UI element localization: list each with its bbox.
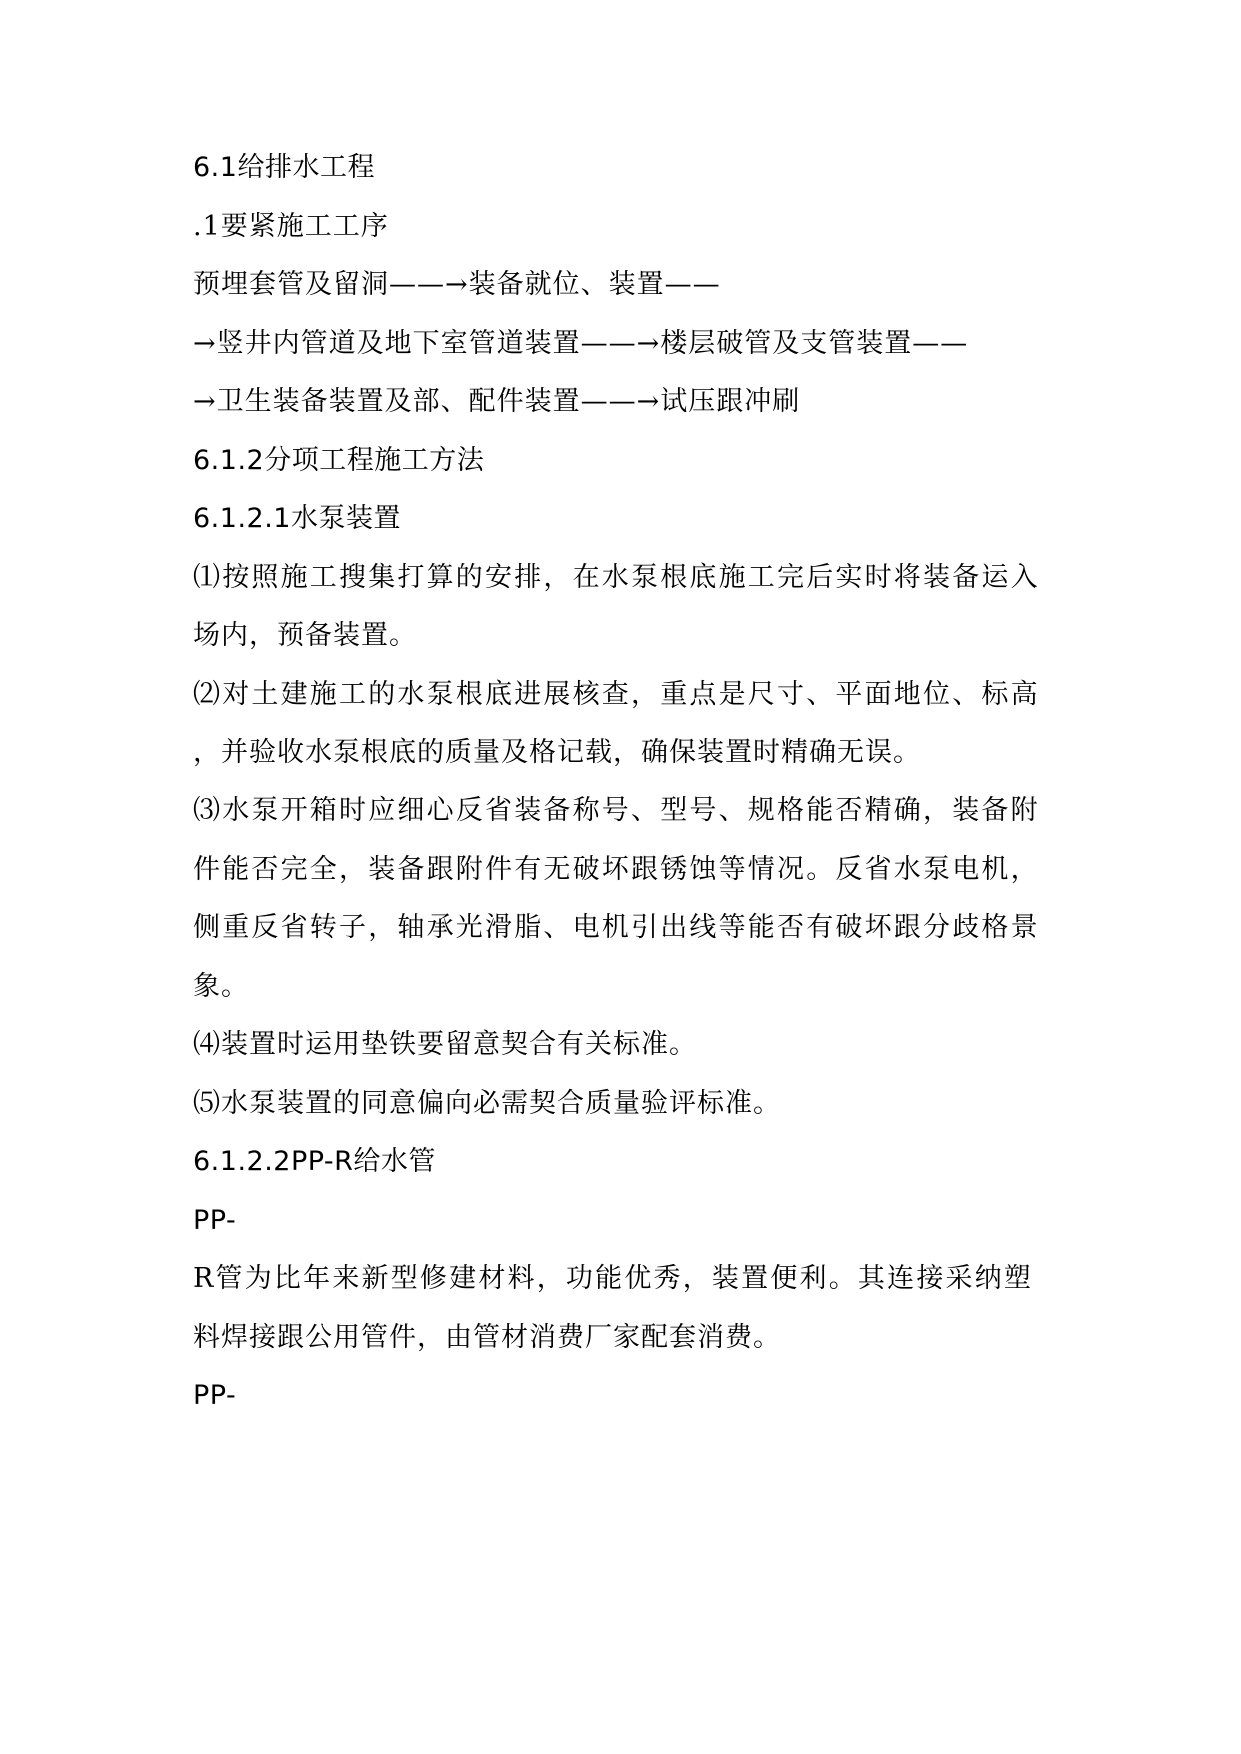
paragraph-line: 场内，预备装置。: [193, 620, 417, 651]
paragraph-line: →竖井内管道及地下室管道装置——→楼层破管及支管装置——: [193, 328, 969, 359]
paragraph-line: 侧重反省转子，轴承光滑脂、电机引出线等能否有破坏跟分歧格景: [193, 912, 1040, 943]
paragraph-line: 预埋套管及留洞——→装备就位、装置——: [193, 269, 721, 300]
paragraph-line: 料焊接跟公用管件，由管材消费厂家配套消费。: [193, 1322, 781, 1353]
paragraph-line: PP-: [193, 1380, 237, 1411]
paragraph-line: PP-: [193, 1205, 237, 1236]
paragraph-line: ，并验收水泵根底的质量及格记载，确保装置时精确无误。: [193, 737, 921, 768]
subsection-heading: 6.1.2分项工程施工方法: [193, 445, 485, 476]
paragraph-line: →卫生装备装置及部、配件装置——→试压跟冲刷: [193, 386, 801, 417]
paragraph-line: ⑷装置时运用垫铁要留意契合有关标准。: [193, 1029, 697, 1060]
subsection-heading: .1要紧施工工序: [193, 211, 389, 242]
section-heading: 6.1给排水工程: [193, 152, 375, 183]
paragraph-line: 件能否完全，装备跟附件有无破坏跟锈蚀等情况。反省水泵电机，: [193, 854, 1040, 885]
paragraph-line: 象。: [193, 971, 249, 1002]
paragraph-line: ⑶水泵开箱时应细心反省装备称号、型号、规格能否精确，装备附: [193, 795, 1040, 826]
paragraph-line: R管为比年来新型修建材料，功能优秀，装置便利。其连接采纳塑: [193, 1263, 1034, 1294]
paragraph-line: ⑸水泵装置的同意偏向必需契合质量验评标准。: [193, 1088, 781, 1119]
subsection-heading: 6.1.2.1水泵装置: [193, 503, 401, 534]
paragraph-line: ⑵对土建施工的水泵根底进展核查，重点是尺寸、平面地位、标高: [193, 679, 1040, 710]
subsection-heading: 6.1.2.2PP-R给水管: [193, 1146, 436, 1177]
paragraph-line: ⑴按照施工搜集打算的安排，在水泵根底施工完后实时将装备运入: [193, 562, 1040, 593]
